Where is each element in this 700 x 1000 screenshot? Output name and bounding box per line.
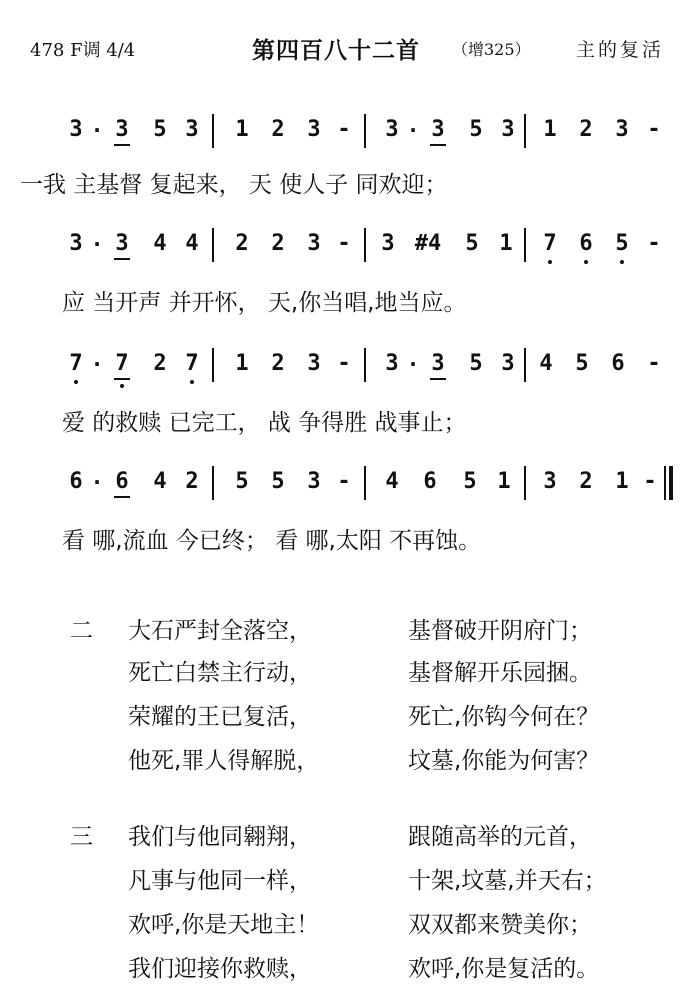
note: 1 bbox=[235, 117, 249, 142]
note: 4 bbox=[185, 231, 199, 256]
note: 4 bbox=[385, 469, 399, 494]
verse-line-second-half: 坟墓,你能为何害？ bbox=[408, 748, 600, 774]
note: 7 bbox=[185, 351, 199, 376]
hymn-theme: 主的复活 bbox=[576, 39, 665, 61]
note: 3 bbox=[307, 231, 321, 256]
note: 5 bbox=[469, 117, 483, 142]
dot-symbol: · bbox=[93, 352, 101, 376]
low-octave-dot bbox=[74, 380, 78, 384]
dot-symbol: · bbox=[93, 470, 101, 494]
underline-mark bbox=[114, 378, 130, 380]
lyric-line: 一我 主基督 复起来， 天 使人子 同欢迎； bbox=[20, 172, 448, 198]
verse-line-first-half: 大石严封全落空， bbox=[128, 618, 312, 644]
note: 3 bbox=[431, 351, 445, 376]
dash: - bbox=[647, 231, 661, 256]
note: 7 bbox=[69, 351, 83, 376]
barline bbox=[524, 228, 526, 262]
note: 4 bbox=[539, 351, 553, 376]
note: 6 bbox=[579, 231, 593, 256]
lyric-line: 应 当开声 并开怀， 天,你当唱,地当应。 bbox=[62, 290, 467, 316]
note: 5 bbox=[235, 469, 249, 494]
note: 1 bbox=[615, 469, 629, 494]
low-octave-dot bbox=[584, 260, 588, 264]
barline bbox=[524, 348, 526, 382]
note: 3 bbox=[501, 117, 515, 142]
barline bbox=[364, 348, 366, 382]
note: 1 bbox=[235, 351, 249, 376]
lyric-line: 看 哪,流血 今已终； 看 哪,太阳 不再蚀。 bbox=[62, 528, 482, 554]
verse-line-second-half: 跟随高举的元首， bbox=[408, 824, 592, 850]
note: 5 bbox=[469, 351, 483, 376]
dash: - bbox=[337, 469, 351, 494]
barline bbox=[364, 114, 366, 148]
note: 3 bbox=[501, 351, 515, 376]
verse-line-first-half: 凡事与他同一样， bbox=[128, 868, 312, 894]
sharp-note: #4 bbox=[414, 231, 442, 256]
verse-number: 二 bbox=[70, 618, 93, 644]
note: 3 bbox=[431, 117, 445, 142]
note: 3 bbox=[385, 117, 399, 142]
note: 5 bbox=[615, 231, 629, 256]
final-barline bbox=[664, 466, 666, 500]
note: 2 bbox=[271, 117, 285, 142]
note: 3 bbox=[385, 351, 399, 376]
barline bbox=[212, 228, 214, 262]
note: 3 bbox=[307, 469, 321, 494]
underline-mark bbox=[430, 144, 446, 146]
note: 3 bbox=[115, 231, 129, 256]
dash: - bbox=[647, 351, 661, 376]
barline bbox=[524, 114, 526, 148]
note: 1 bbox=[499, 231, 513, 256]
verse-line-first-half: 欢呼,你是天地主！ bbox=[128, 912, 320, 938]
verse-line-first-half: 他死,罪人得解脱， bbox=[128, 748, 320, 774]
underline-mark bbox=[114, 144, 130, 146]
note: 5 bbox=[153, 117, 167, 142]
note: 5 bbox=[463, 469, 477, 494]
note: 1 bbox=[543, 117, 557, 142]
barline bbox=[212, 466, 214, 500]
note: 6 bbox=[423, 469, 437, 494]
verse-line-first-half: 死亡白禁主行动， bbox=[128, 660, 312, 686]
low-octave-dot bbox=[120, 384, 124, 388]
dash: - bbox=[643, 469, 657, 494]
verse-line-second-half: 死亡,你钩今何在？ bbox=[408, 704, 600, 730]
note: 3 bbox=[307, 117, 321, 142]
note: 7 bbox=[115, 351, 129, 376]
dash: - bbox=[337, 351, 351, 376]
note: 2 bbox=[235, 231, 249, 256]
note: 3 bbox=[185, 117, 199, 142]
dot-symbol: · bbox=[93, 232, 101, 256]
verse-line-first-half: 荣耀的王已复活， bbox=[128, 704, 312, 730]
note: 7 bbox=[543, 231, 557, 256]
note: 3 bbox=[307, 351, 321, 376]
hymn-number-key-time: 478 F调 4/4 bbox=[30, 40, 136, 61]
low-octave-dot bbox=[620, 260, 624, 264]
note: 3 bbox=[69, 231, 83, 256]
note: 2 bbox=[271, 231, 285, 256]
barline bbox=[364, 228, 366, 262]
barline bbox=[364, 466, 366, 500]
barline bbox=[212, 348, 214, 382]
underline-mark bbox=[114, 258, 130, 260]
note: 2 bbox=[153, 351, 167, 376]
note: 2 bbox=[579, 117, 593, 142]
supplement-number: （增325） bbox=[452, 40, 531, 59]
note: 4 bbox=[153, 231, 167, 256]
underline-mark bbox=[430, 378, 446, 380]
dash: - bbox=[337, 117, 351, 142]
hymn-title: 第四百八十二首 bbox=[252, 38, 420, 64]
verse-line-second-half: 基督解开乐园捆。 bbox=[408, 660, 592, 686]
note: 6 bbox=[69, 469, 83, 494]
barline bbox=[212, 114, 214, 148]
barline bbox=[524, 466, 526, 500]
note: 3 bbox=[615, 117, 629, 142]
verse-number: 三 bbox=[70, 824, 93, 850]
dot-symbol: · bbox=[93, 118, 101, 142]
note: 2 bbox=[185, 469, 199, 494]
dot-symbol: · bbox=[409, 118, 417, 142]
note: 6 bbox=[115, 469, 129, 494]
verse-line-second-half: 欢呼,你是复活的。 bbox=[408, 956, 600, 982]
dot-symbol: · bbox=[409, 352, 417, 376]
verse-line-second-half: 十架,坟墓,并天右； bbox=[408, 868, 607, 894]
low-octave-dot bbox=[548, 260, 552, 264]
note: 4 bbox=[153, 469, 167, 494]
verse-line-first-half: 我们与他同翱翔， bbox=[128, 824, 312, 850]
lyric-line: 爱 的救赎 已完工， 战 争得胜 战事止； bbox=[62, 410, 467, 436]
note: 3 bbox=[69, 117, 83, 142]
note: 1 bbox=[497, 469, 511, 494]
dash: - bbox=[647, 117, 661, 142]
underline-mark bbox=[114, 496, 130, 498]
note: 2 bbox=[579, 469, 593, 494]
note: 6 bbox=[611, 351, 625, 376]
note: 5 bbox=[575, 351, 589, 376]
final-barline-thick bbox=[669, 466, 673, 500]
note: 3 bbox=[543, 469, 557, 494]
low-octave-dot bbox=[190, 380, 194, 384]
verse-line-second-half: 双双都来赞美你； bbox=[408, 912, 592, 938]
note: 2 bbox=[271, 351, 285, 376]
note: 3 bbox=[115, 117, 129, 142]
verse-line-first-half: 我们迎接你救赎， bbox=[128, 956, 312, 982]
note: 3 bbox=[381, 231, 395, 256]
verse-line-second-half: 基督破开阴府门； bbox=[408, 618, 592, 644]
note: 5 bbox=[465, 231, 479, 256]
note: 5 bbox=[271, 469, 285, 494]
dash: - bbox=[337, 231, 351, 256]
